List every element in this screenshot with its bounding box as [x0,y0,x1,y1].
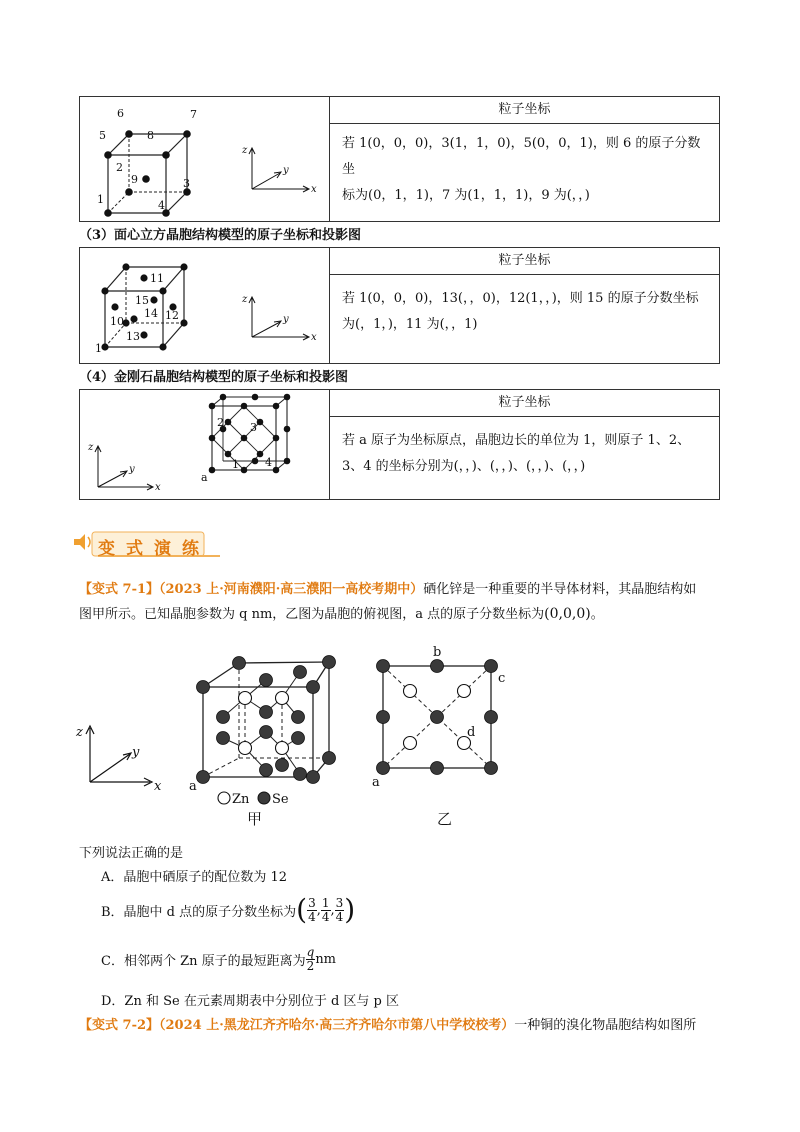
legend-zn: Zn [232,792,250,807]
table-header: 粒子坐标 [330,390,719,417]
fraction: $\frac{3}{4}$ [335,895,344,924]
body-center-atom [142,175,150,183]
table-diamond [79,389,720,500]
fcc-diagram [80,248,329,363]
option-b[interactable]: B．晶胞中 d 点的原子分数坐标为 ( $\frac{3}{4}$ , $\frac{1}{4}$ , $\frac{3}{4}$ ) [101,893,356,926]
question-tag: 【变式 7-2】 [79,1018,160,1033]
atom-label: 14 [144,307,158,320]
paren-close: ) [344,893,356,926]
se-legend-icon [258,792,270,804]
text-line: 3、4 的坐标分别为(，，)、(，，)、(，，)、(，，) [342,459,586,474]
atom-label: 3 [250,421,257,434]
point-label-d: d [467,725,476,740]
question-text: 硒化锌是一种重要的半导体材料，其晶胞结构如 [423,582,697,597]
option-a[interactable]: A．晶胞中硒原子的配位数为 12 [101,870,288,885]
question-prompt: 下列说法正确的是 [79,846,184,861]
znse-figure [70,640,530,840]
section-heading-4: （4）金刚石晶胞结构模型的原子坐标和投影图 [79,370,349,385]
practice-banner [70,528,230,558]
atom-label: a [201,471,208,484]
table-header: 粒子坐标 [330,248,719,275]
table-header: 粒子坐标 [330,97,719,124]
table-figure-cell [80,97,330,221]
table-figure-cell [80,390,330,499]
diamond-diagram [80,390,329,499]
atom-label: 3 [183,177,190,190]
point-label-a: a [189,779,197,794]
axis-label-y: y [283,314,289,325]
atom-label: 12 [165,309,179,322]
atom-label: 6 [117,107,124,120]
option-c[interactable] [101,946,336,973]
atom-label: 1 [232,458,239,471]
axis-label-x: x [154,779,162,794]
table-body-text [342,131,709,209]
section-heading-3: （3）面心立方晶胞结构模型的原子坐标和投影图 [79,228,362,243]
axis-label-y: y [283,165,289,176]
caption-right: 乙 [437,810,453,828]
atom-label: 4 [158,199,165,212]
atom-label: 1 [95,342,102,355]
atom-label: 2 [217,416,224,429]
legend-se: Se [272,792,289,807]
fraction: $\frac{1}{4}$ [321,895,330,924]
option-b-text: B．晶胞中 d 点的原子分数坐标为 [101,904,297,920]
text-line: 若 1(0，0，0)，3(1，1，0)，5(0，0，1)，则 6 的原子分数坐 [342,136,701,177]
coordinate-value: (0,0,0) [544,606,591,622]
atom-label: 5 [99,129,106,142]
question-source: （2024 上·黑龙江齐齐哈尔·高三齐齐哈尔市第八中学校校考） [159,1018,515,1033]
axis-label-x: x [311,332,317,343]
question-source: （2023 上·河南濮阳·高三濮阳一高校考期中） [159,582,424,597]
option-d[interactable]: D．Zn 和 Se 在元素周期表中分别位于 d 区与 p 区 [101,994,399,1009]
se-atoms [197,656,336,784]
atom-label: 9 [131,173,138,186]
atom-label: 11 [150,272,164,285]
atom-label: 7 [190,108,197,121]
atom-label: 1 [97,193,104,206]
banner-title: 变式演练 [98,539,210,559]
table-body-text [342,286,709,338]
axis-label-z: z [76,725,83,740]
simple-cubic-diagram [80,97,329,221]
atom-label: 2 [116,161,123,174]
axis-label-x: x [311,184,317,195]
question-line-2 [79,602,729,627]
axis-label-z: z [242,145,248,156]
axis-label-z: z [242,294,248,305]
unit: nm [315,952,337,967]
question-text: 一种铜的溴化物晶胞结构如图所 [514,1018,697,1033]
text-line: 若 a 原子为坐标原点，晶胞边长的单位为 1，则原子 1、2、 [342,433,691,448]
atom-label: 15 [135,294,149,307]
table-figure-cell [80,248,330,363]
zn-atoms [239,692,289,755]
caption-left: 甲 [247,810,263,828]
question-tag: 【变式 7-1】 [79,582,160,597]
point-label-b: b [433,645,442,660]
question-text: 图甲所示。已知晶胞参数为 q nm，乙图为晶胞的俯视图，a 点的原子分数坐标为 [79,607,545,622]
question-7-1 [79,578,729,627]
zn-legend-icon [218,792,230,804]
option-c-text: C．相邻两个 Zn 原子的最短距离为 [101,954,306,969]
axis-label-x: x [155,482,161,493]
atom-label: 8 [147,129,154,142]
atom-label: 13 [126,330,140,343]
question-line-1 [79,578,729,602]
axis-label-z: z [88,442,94,453]
axis-label-y: y [129,464,135,475]
axis-label-y: y [132,745,140,760]
text-line: 标为(0，1，1)，7 为(1，1，1)，9 为(，，) [342,188,590,203]
punctuation: 。 [590,607,604,622]
atom-label: 10 [110,315,124,328]
paren-open: ( [296,893,308,926]
atom-label: 4 [265,456,272,469]
question-7-2 [79,1014,739,1033]
text-line: 为(，1，)，11 为(，，1) [342,317,478,332]
text-line: 若 1(0，0，0)，13(，，0)，12(1，，)，则 15 的原子分数坐标 [342,291,699,306]
fraction: $\frac{3}{4}$ [308,895,316,924]
table-body-text [342,428,709,480]
table-fcc [79,247,720,364]
fraction: $\frac{q}{2}$ [306,945,315,973]
point-label-c: c [498,671,506,686]
table-simple-cubic [79,96,720,222]
point-label-a: a [372,775,380,790]
